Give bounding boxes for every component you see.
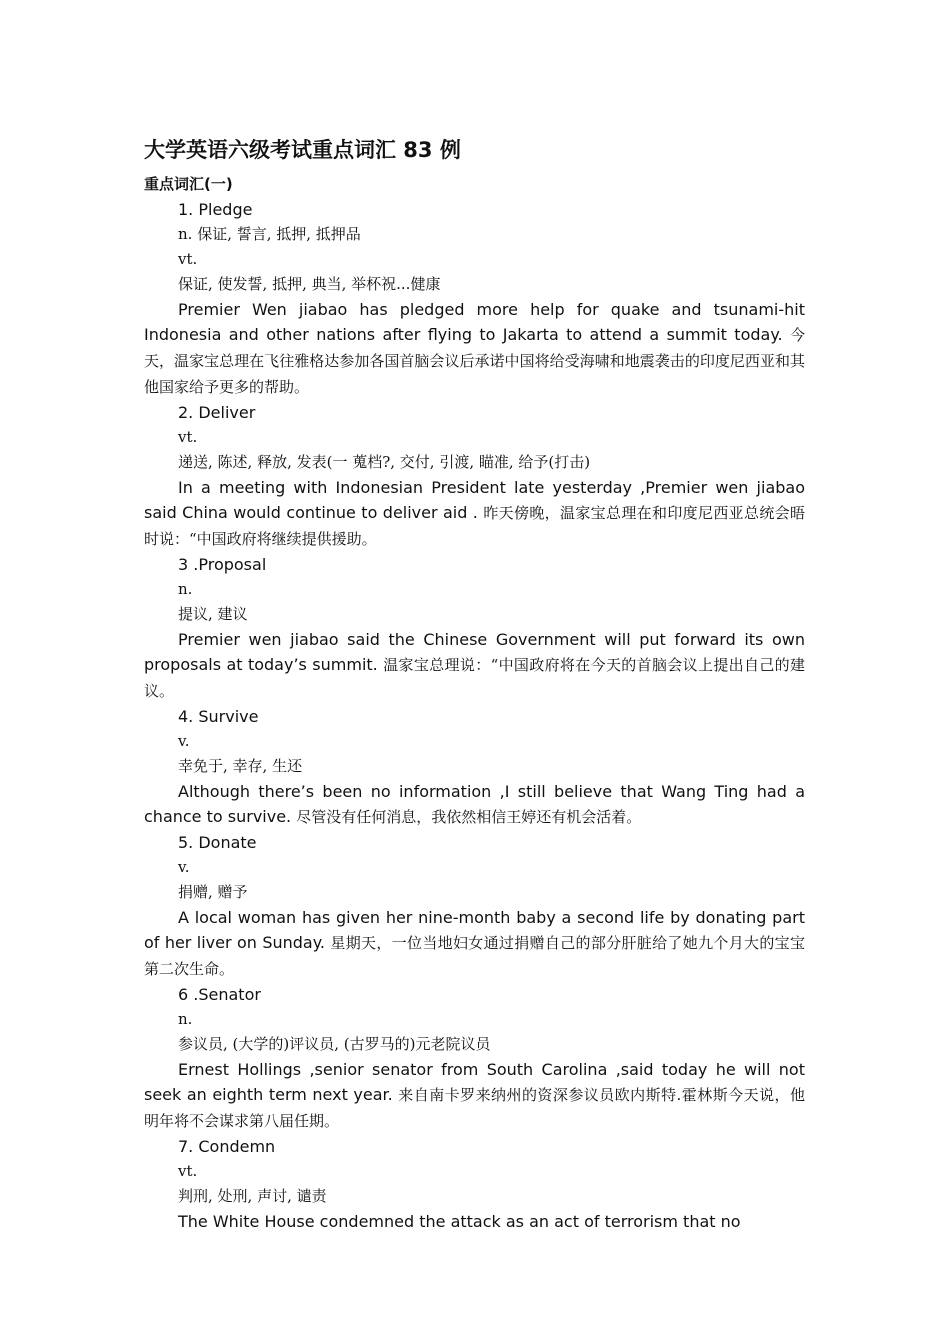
entry-definition: 提议, 建议: [178, 605, 248, 623]
example-chinese: 星期天，一位当地妇女通过捐赠自己的部分肝脏给了她九个月大的宝宝第二次生命。: [144, 934, 805, 978]
document-page: [144, 130, 805, 1235]
example-english: Premier wen jiabao said the Chinese Government will put forward its own proposals at today’s summit.: [144, 630, 805, 674]
entry-definition: n.: [178, 1010, 193, 1028]
entry-definition: n. 保证, 誓言, 抵押, 抵押品: [178, 225, 361, 243]
entry-heading: 6 .Senator: [178, 985, 261, 1004]
entry-heading: 7. Condemn: [178, 1137, 276, 1156]
entry-heading: 1. Pledge: [178, 200, 253, 219]
entry-list: [144, 197, 805, 1235]
example-english: The White House condemned the attack as an act of terrorism that no: [178, 1212, 741, 1231]
entry-definition: v.: [178, 858, 190, 876]
entry-definition: vt.: [178, 1162, 198, 1180]
entry-definition: n.: [178, 580, 193, 598]
example-chinese: 来自南卡罗来纳州的资深参议员欧内斯特.霍林斯今天说，他明年将不会谋求第八届任期。: [144, 1086, 805, 1130]
entry-definition: vt.: [178, 428, 198, 446]
example-paragraph: [144, 627, 805, 704]
example-english: A local woman has given her nine-month baby a second life by donating part of her liver on Sunday.: [144, 908, 805, 952]
example-english: Although there’s been no information ,I still believe that Wang Ting had a chance to survive.: [144, 782, 805, 826]
example-chinese: 尽管没有任何消息，我依然相信王婷还有机会活着。: [296, 808, 642, 826]
example-paragraph: [144, 779, 805, 830]
example-paragraph: [144, 475, 805, 552]
entry-definition: v.: [178, 732, 190, 750]
entry-heading: 3 .Proposal: [178, 555, 267, 574]
entry-definition: 幸免于, 幸存, 生还: [178, 757, 303, 775]
example-english: In a meeting with Indonesian President late yesterday ,Premier wen jiabao said China would continue to deliver aid .: [144, 478, 805, 522]
section-heading: 重点词汇(一): [144, 175, 233, 193]
example-english: Premier Wen jiabao has pledged more help for quake and tsunami-hit Indonesia and other nations after flying to Jakarta to attend a summit today.: [144, 300, 805, 344]
example-paragraph: [144, 1057, 805, 1134]
example-english: Ernest Hollings ,senior senator from South Carolina ,said today he will not seek an eighth term next year.: [144, 1060, 805, 1104]
entry-definition: 判刑, 处刑, 声讨, 谴责: [178, 1187, 327, 1205]
document-title: 大学英语六级考试重点词汇 83 例: [144, 138, 461, 162]
entry-definition: vt.: [178, 250, 198, 268]
example-paragraph: [144, 1209, 805, 1235]
example-chinese: 今天，温家宝总理在飞往雅格达参加各国首脑会议后承诺中国将给受海啸和地震袭击的印度尼西亚和其他国家给予更多的帮助。: [144, 326, 805, 396]
example-paragraph: [144, 905, 805, 982]
example-paragraph: [144, 297, 805, 400]
entry-definition: 参议员, (大学的)评议员, (古罗马的)元老院议员: [178, 1035, 491, 1053]
example-chinese: 昨天傍晚，温家宝总理在和印度尼西亚总统会晤时说：“中国政府将继续提供援助。: [144, 504, 805, 548]
entry-definition: 捐赠, 赠予: [178, 883, 248, 901]
entry-definition: 保证, 使发誓, 抵押, 典当, 举杯祝...健康: [178, 275, 441, 293]
example-chinese: 温家宝总理说：“中国政府将在今天的首脑会议上提出自己的建议。: [144, 656, 806, 700]
entry-definition: 递送, 陈述, 释放, 发表(一 蒐档?, 交付, 引渡, 瞄准, 给予(打击): [178, 453, 591, 471]
entry-heading: 5. Donate: [178, 833, 257, 852]
entry-heading: 2. Deliver: [178, 403, 256, 422]
entry-heading: 4. Survive: [178, 707, 259, 726]
